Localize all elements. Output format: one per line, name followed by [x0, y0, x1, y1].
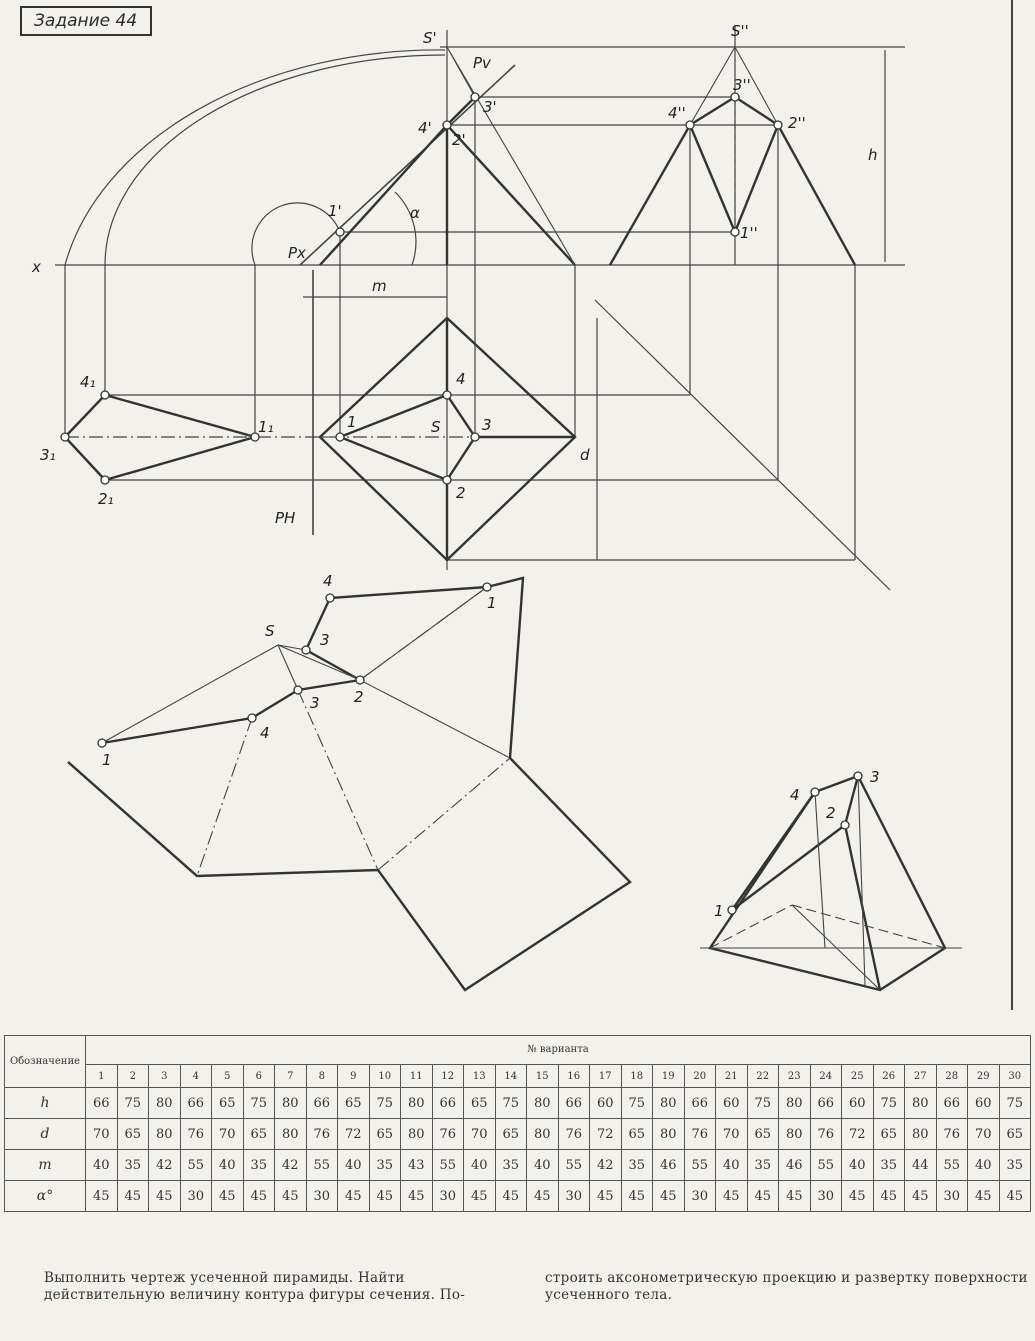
table-cell: 70: [86, 1119, 118, 1150]
table-cell: 75: [495, 1088, 527, 1119]
row-symbol: α°: [5, 1181, 86, 1212]
table-cell: 76: [180, 1119, 212, 1150]
table-cell: 43: [401, 1150, 433, 1181]
table-cell: 55: [432, 1150, 464, 1181]
variant-number: 6: [243, 1065, 275, 1088]
table-row: [5, 1119, 1031, 1150]
label-ph: PH: [275, 509, 296, 527]
table-cell: 44: [905, 1150, 937, 1181]
table-cell: 80: [149, 1119, 181, 1150]
table-cell: 75: [999, 1088, 1031, 1119]
table-cell: 76: [558, 1119, 590, 1150]
table-cell: 65: [999, 1119, 1031, 1150]
label-2-dev: 2: [354, 688, 364, 706]
variant-number: 29: [968, 1065, 1000, 1088]
footer-left: Выполнить чертеж усеченной пирамиды. Найти действительную величину контура фигуры сечения. По-: [44, 1270, 466, 1303]
table-cell: 80: [401, 1119, 433, 1150]
table-cell: 55: [936, 1150, 968, 1181]
table-cell: 70: [968, 1119, 1000, 1150]
table-header-row: [5, 1036, 1031, 1065]
table-cell: 35: [369, 1150, 401, 1181]
variant-number: 22: [747, 1065, 779, 1088]
table-cell: 80: [401, 1088, 433, 1119]
variant-number: 20: [684, 1065, 716, 1088]
table-cell: 45: [873, 1181, 905, 1212]
label-2-axo: 2: [826, 804, 836, 822]
label-px: Px: [288, 244, 306, 262]
table-cell: 60: [590, 1088, 622, 1119]
label-1-dev-a: 1: [102, 751, 112, 769]
table-cell: 75: [747, 1088, 779, 1119]
label-h: h: [868, 146, 878, 164]
footer-right: строить аксонометрическую проекцию и развертку поверхности усеченного тела.: [545, 1270, 1028, 1303]
table-cell: 35: [621, 1150, 653, 1181]
table-cell: 72: [590, 1119, 622, 1150]
label-s-prime: S': [423, 29, 437, 47]
table-cell: 46: [653, 1150, 685, 1181]
table-cell: 60: [968, 1088, 1000, 1119]
table-cell: 60: [716, 1088, 748, 1119]
table-cell: 45: [338, 1181, 370, 1212]
table-cell: 35: [243, 1150, 275, 1181]
table-cell: 72: [842, 1119, 874, 1150]
table-cell: 40: [338, 1150, 370, 1181]
label-4-dev-a: 4: [260, 724, 270, 742]
variant-number: 23: [779, 1065, 811, 1088]
table-cell: 45: [621, 1181, 653, 1212]
label-1-prime: 1': [328, 202, 342, 220]
table-cell: 65: [873, 1119, 905, 1150]
row-symbol: m: [5, 1150, 86, 1181]
label-3-double: 3'': [733, 76, 751, 94]
table-cell: 30: [432, 1181, 464, 1212]
label-x: x: [32, 258, 41, 276]
variant-number: 4: [180, 1065, 212, 1088]
table-cell: 35: [495, 1150, 527, 1181]
table-cell: 40: [212, 1150, 244, 1181]
label-3-prime: 3': [483, 98, 497, 116]
table-cell: 76: [432, 1119, 464, 1150]
table-cell: 40: [527, 1150, 559, 1181]
table-cell: 30: [684, 1181, 716, 1212]
table-cell: 55: [558, 1150, 590, 1181]
label-d: d: [580, 446, 590, 464]
table-cell: 30: [180, 1181, 212, 1212]
table-cell: 30: [810, 1181, 842, 1212]
variant-number: 13: [464, 1065, 496, 1088]
table-cell: 42: [149, 1150, 181, 1181]
variant-number: 1: [86, 1065, 118, 1088]
row-symbol: d: [5, 1119, 86, 1150]
table-cell: 80: [779, 1119, 811, 1150]
variant-number: 9: [338, 1065, 370, 1088]
label-1-axo: 1: [714, 902, 724, 920]
table-cell: 65: [212, 1088, 244, 1119]
table-cell: 70: [212, 1119, 244, 1150]
table-cell: 42: [275, 1150, 307, 1181]
table-cell: 76: [936, 1119, 968, 1150]
label-pv: Pv: [473, 54, 491, 72]
variant-number: 16: [558, 1065, 590, 1088]
table-cell: 60: [842, 1088, 874, 1119]
table-cell: 35: [747, 1150, 779, 1181]
table-cell: 80: [275, 1088, 307, 1119]
table-cell: 80: [527, 1119, 559, 1150]
variant-number: 25: [842, 1065, 874, 1088]
variant-number: 21: [716, 1065, 748, 1088]
table-cell: 55: [180, 1150, 212, 1181]
table-cell: 80: [527, 1088, 559, 1119]
table-cell: 80: [905, 1119, 937, 1150]
table-cell: 65: [464, 1088, 496, 1119]
table-cell: 80: [653, 1119, 685, 1150]
table-cell: 70: [464, 1119, 496, 1150]
variant-number: 26: [873, 1065, 905, 1088]
variant-number: 19: [653, 1065, 685, 1088]
table-cell: 76: [684, 1119, 716, 1150]
table-cell: 46: [779, 1150, 811, 1181]
table-cell: 66: [936, 1088, 968, 1119]
table-cell: 65: [369, 1119, 401, 1150]
table-cell: 40: [842, 1150, 874, 1181]
table-cell: 65: [243, 1119, 275, 1150]
table-cell: 45: [968, 1181, 1000, 1212]
table-cell: 75: [369, 1088, 401, 1119]
variant-number: 27: [905, 1065, 937, 1088]
header-variant: № варианта: [86, 1036, 1031, 1065]
table-cell: 45: [369, 1181, 401, 1212]
variant-number: 11: [401, 1065, 433, 1088]
variants-table: [4, 1035, 1031, 1212]
table-cell: 40: [716, 1150, 748, 1181]
table-cell: 45: [495, 1181, 527, 1212]
label-2-sub: 2₁: [98, 490, 114, 508]
table-cell: 30: [306, 1181, 338, 1212]
table-cell: 45: [401, 1181, 433, 1212]
table-cell: 66: [810, 1088, 842, 1119]
table-cell: 75: [243, 1088, 275, 1119]
table-cell: 66: [558, 1088, 590, 1119]
table-cell: 66: [432, 1088, 464, 1119]
table-cell: 45: [779, 1181, 811, 1212]
table-cell: 76: [306, 1119, 338, 1150]
table-row: [5, 1181, 1031, 1212]
table-cell: 66: [86, 1088, 118, 1119]
table-cell: 45: [212, 1181, 244, 1212]
table-cell: 45: [905, 1181, 937, 1212]
table-cell: 45: [747, 1181, 779, 1212]
label-3-axo: 3: [870, 768, 880, 786]
table-variant-numbers: [5, 1065, 1031, 1088]
table-cell: 55: [810, 1150, 842, 1181]
table-cell: 80: [149, 1088, 181, 1119]
label-3-plan: 3: [482, 416, 492, 434]
label-1-double: 1'': [740, 224, 758, 242]
table-cell: 40: [86, 1150, 118, 1181]
label-4-double: 4'': [668, 104, 686, 122]
table-cell: 75: [621, 1088, 653, 1119]
variant-number: 28: [936, 1065, 968, 1088]
table-cell: 45: [243, 1181, 275, 1212]
label-3-dev-a: 3: [310, 694, 320, 712]
label-4-prime: 4': [418, 119, 432, 137]
variant-number: 7: [275, 1065, 307, 1088]
variant-number: 8: [306, 1065, 338, 1088]
table-cell: 72: [338, 1119, 370, 1150]
header-designation: Обозначение: [5, 1036, 86, 1088]
table-cell: 40: [464, 1150, 496, 1181]
table-cell: 55: [684, 1150, 716, 1181]
table-cell: 35: [117, 1150, 149, 1181]
task-title: Задание 44: [20, 6, 152, 36]
label-3-sub: 3₁: [40, 446, 56, 464]
variant-number: 14: [495, 1065, 527, 1088]
table-cell: 80: [653, 1088, 685, 1119]
table-cell: 66: [684, 1088, 716, 1119]
label-1-dev-b: 1: [487, 594, 497, 612]
table-cell: 45: [590, 1181, 622, 1212]
label-4-plan: 4: [456, 370, 466, 388]
table-cell: 30: [558, 1181, 590, 1212]
label-4-sub: 4₁: [80, 373, 96, 391]
label-1-sub: 1₁: [258, 418, 274, 436]
table-cell: 45: [653, 1181, 685, 1212]
table-cell: 70: [716, 1119, 748, 1150]
label-s-dev: S: [265, 622, 275, 640]
label-2-plan: 2: [456, 484, 466, 502]
table-cell: 80: [905, 1088, 937, 1119]
label-alpha: α: [410, 204, 420, 222]
table-cell: 66: [180, 1088, 212, 1119]
label-2-prime: 2': [452, 131, 466, 149]
table-cell: 80: [275, 1119, 307, 1150]
variant-number: 5: [212, 1065, 244, 1088]
table-cell: 76: [810, 1119, 842, 1150]
variant-number: 15: [527, 1065, 559, 1088]
variant-number: 24: [810, 1065, 842, 1088]
row-symbol: h: [5, 1088, 86, 1119]
table-cell: 45: [842, 1181, 874, 1212]
label-3-dev-b: 3: [320, 631, 330, 649]
label-4-dev-b: 4: [323, 572, 333, 590]
variant-number: 30: [999, 1065, 1031, 1088]
table-cell: 65: [747, 1119, 779, 1150]
table-row: [5, 1088, 1031, 1119]
table-cell: 40: [968, 1150, 1000, 1181]
variant-number: 12: [432, 1065, 464, 1088]
table-cell: 65: [621, 1119, 653, 1150]
table-row: [5, 1150, 1031, 1181]
table-cell: 45: [149, 1181, 181, 1212]
label-s-double: S'': [731, 22, 749, 40]
variant-number: 18: [621, 1065, 653, 1088]
table-cell: 35: [999, 1150, 1031, 1181]
table-cell: 45: [117, 1181, 149, 1212]
table-cell: 35: [873, 1150, 905, 1181]
variant-number: 2: [117, 1065, 149, 1088]
table-cell: 75: [873, 1088, 905, 1119]
label-2-double: 2'': [788, 114, 806, 132]
table-cell: 45: [527, 1181, 559, 1212]
table-cell: 65: [338, 1088, 370, 1119]
table-cell: 45: [716, 1181, 748, 1212]
table-cell: 55: [306, 1150, 338, 1181]
table-cell: 45: [464, 1181, 496, 1212]
table-cell: 42: [590, 1150, 622, 1181]
table-cell: 45: [86, 1181, 118, 1212]
label-s-plan: S: [431, 418, 441, 436]
table-cell: 45: [999, 1181, 1031, 1212]
table-cell: 30: [936, 1181, 968, 1212]
variant-number: 3: [149, 1065, 181, 1088]
label-m: m: [372, 277, 387, 295]
table-cell: 80: [779, 1088, 811, 1119]
label-1-plan: 1: [347, 413, 357, 431]
table-cell: 45: [275, 1181, 307, 1212]
variant-number: 10: [369, 1065, 401, 1088]
label-4-axo: 4: [790, 786, 800, 804]
table-cell: 65: [117, 1119, 149, 1150]
table-cell: 65: [495, 1119, 527, 1150]
table-cell: 75: [117, 1088, 149, 1119]
table-cell: 66: [306, 1088, 338, 1119]
variant-number: 17: [590, 1065, 622, 1088]
